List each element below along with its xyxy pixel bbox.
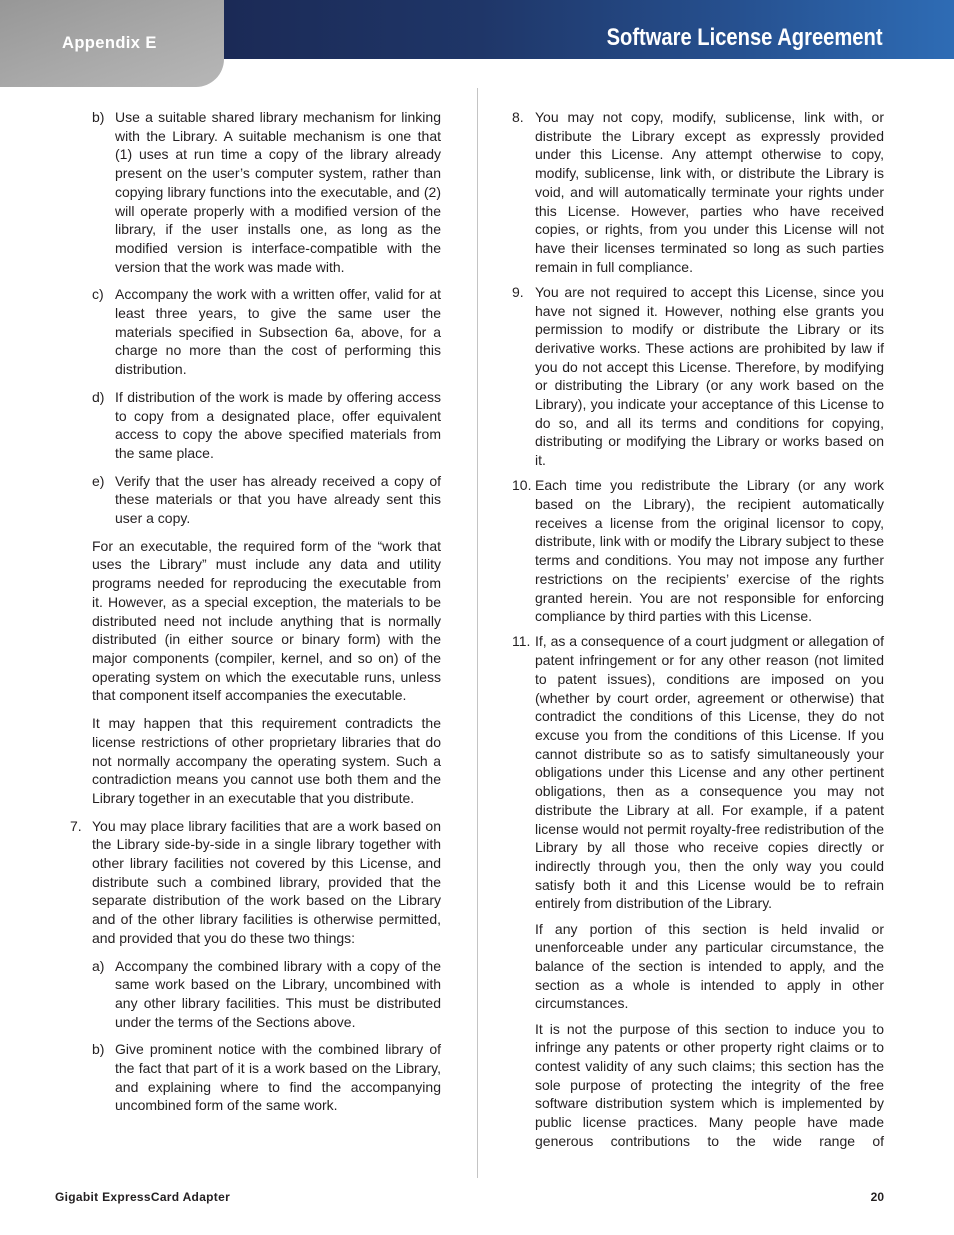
item-text: Each time you redistribute the Library (or any work based on the Library), the recipient automatically receives a license from the original licensor to copy, distribute, link with or modify the Library subject to these terms and conditions. You may not impose any further restrictions on the recipients’ exercise of the rights granted herein. You are not responsible for enforcing compliance by third parties with this License. <box>535 477 884 625</box>
list-item-b <box>70 108 441 276</box>
right-column <box>512 108 884 1157</box>
column-divider <box>477 88 478 1178</box>
item-text: Verify that the user has already received a copy of these materials or that you have already sent this user a copy. <box>115 472 441 527</box>
list-item-e <box>70 472 441 528</box>
item-label: c) <box>92 286 104 303</box>
list-item-a <box>70 957 441 1032</box>
item-number: 7. <box>70 817 82 834</box>
item-text: You may not copy, modify, sublicense, link with, or distribute the Library except as expressly provided under this License. Any attempt otherwise to copy, modify, sublicense, link with, or distribute the Library is void, and will automatically terminate your rights under this License. However, parties who have received copies, or rights, from you under this License will not have their licenses terminated so long as such parties remain in full compliance. <box>535 109 884 275</box>
paragraph-contradiction: It may happen that this requirement contradicts the license restrictions of other proprietary libraries that do not normally accompany the operating system. Such a contradiction means you cannot use both them and the Library together in an executable that you distribute. <box>92 715 441 806</box>
paragraph-purpose: It is not the purpose of this section to induce you to infringe any patents or other property right claims or to contest validity of any such claims; this section has the sole purpose of protecting the integrity of the free software distribution system which is implemented by public license practices. Many people have made generous contributions to the wide range of <box>535 1020 884 1149</box>
appendix-tab <box>0 0 224 87</box>
item-label: b) <box>92 1041 105 1058</box>
appendix-label: Appendix E <box>62 34 157 52</box>
numbered-item-10 <box>512 476 884 626</box>
list-item-b-second <box>70 1040 441 1115</box>
item-label: b) <box>92 109 105 125</box>
numbered-item-7 <box>70 817 441 948</box>
item-text: Accompany the combined library with a copy of the same work based on the Library, uncombined with any other library facilities. This must be distributed under the terms of the Sections above. <box>115 957 441 1030</box>
item-text: Give prominent notice with the combined library of the fact that part of it is a work based on the Library, and explaining where to find the accompanying uncombined form of the same work. <box>115 1041 441 1114</box>
numbered-item-9 <box>512 283 884 470</box>
item-number: 8. <box>512 109 524 125</box>
paragraph-executable-form: For an executable, the required form of the “work that uses the Library” must include any data and utility programs needed for reproducing the executable from it. However, as a special exception, the materials to be distributed need not include anything that is normally distributed (in either source or binary form) with the major components (compiler, kernel, and so on) of the operating system on which the executable runs, unless that component itself accompanies the executable. <box>92 537 441 704</box>
item-text: Use a suitable shared library mechanism for linking with the Library. A suitable mechanism is one that (1) uses at run time a copy of the library already present on the user’s computer system, rather than copying library functions into the executable, and (2) will operate properly with a modified version of the library, if the user installs one, as long as the modified version is interface-compatible with the version that the work was made with. <box>115 109 441 275</box>
item-number: 10. <box>512 477 532 494</box>
item-text: If distribution of the work is made by offering access to copy from a designated place, offer equivalent access to copy the above specified materials from the same place. <box>115 388 441 461</box>
numbered-item-11 <box>512 632 884 913</box>
item-label: a) <box>92 957 105 974</box>
item-label: d) <box>92 388 105 405</box>
left-column <box>70 108 441 1124</box>
item-text: You are not required to accept this License, since you have not signed it. However, nothing else grants you permission to modify or distribute the Library or its derivative works. These actions are prohibited by law if you do not accept this License. Therefore, by modifying or distributing the Library (or any work based on the Library), you indicate your acceptance of this License to do so, and all its terms and conditions for copying, distributing or modifying the Library or works based on it. <box>535 283 884 469</box>
paragraph-severability: If any portion of this section is held invalid or unenforceable under any particular circumstance, the balance of the section is intended to apply, and the section as a whole is intended to apply in other circumstances. <box>535 920 884 1012</box>
item-text: You may place library facilities that are a work based on the Library side-by-side in a single library together with other library facilities not covered by this License, and distribute such a combined library, provided that the separate distribution of the work based on the Library and of the other library facilities is otherwise permitted, and provided that you do these two things: <box>92 817 441 946</box>
list-item-d <box>70 388 441 463</box>
item-number: 11. <box>512 633 531 650</box>
item-text: Accompany the work with a written offer, valid for at least three years, to give the same user the materials specified in Subsection 6a, above, for a charge no more than the cost of performing this distribution. <box>115 286 441 378</box>
footer-product-name: Gigabit ExpressCard Adapter <box>55 1190 231 1204</box>
page-number: 20 <box>870 1190 884 1204</box>
item-number: 9. <box>512 283 524 300</box>
page-title: Software License Agreement <box>607 24 883 51</box>
item-text: If, as a consequence of a court judgment or allegation of patent infringement or for any other reason (not limited to patent issues), conditions are imposed on you (whether by court order, agreement or otherwise) that contradict the conditions of this License, they do not excuse you from the conditions of this License. If you cannot distribute so as to satisfy simultaneously your obligations under this License and any other pertinent obligations, then as a consequence you may not distribute the Library at all. For example, if a patent license would not permit royalty-free redistribution of the Library by all those who receive copies directly or indirectly through you, then the only way you could satisfy both it and this License would be to refrain entirely from distribution of the Library. <box>535 633 884 912</box>
item-label: e) <box>92 472 105 489</box>
list-item-c <box>70 285 441 379</box>
numbered-item-8 <box>512 108 884 276</box>
